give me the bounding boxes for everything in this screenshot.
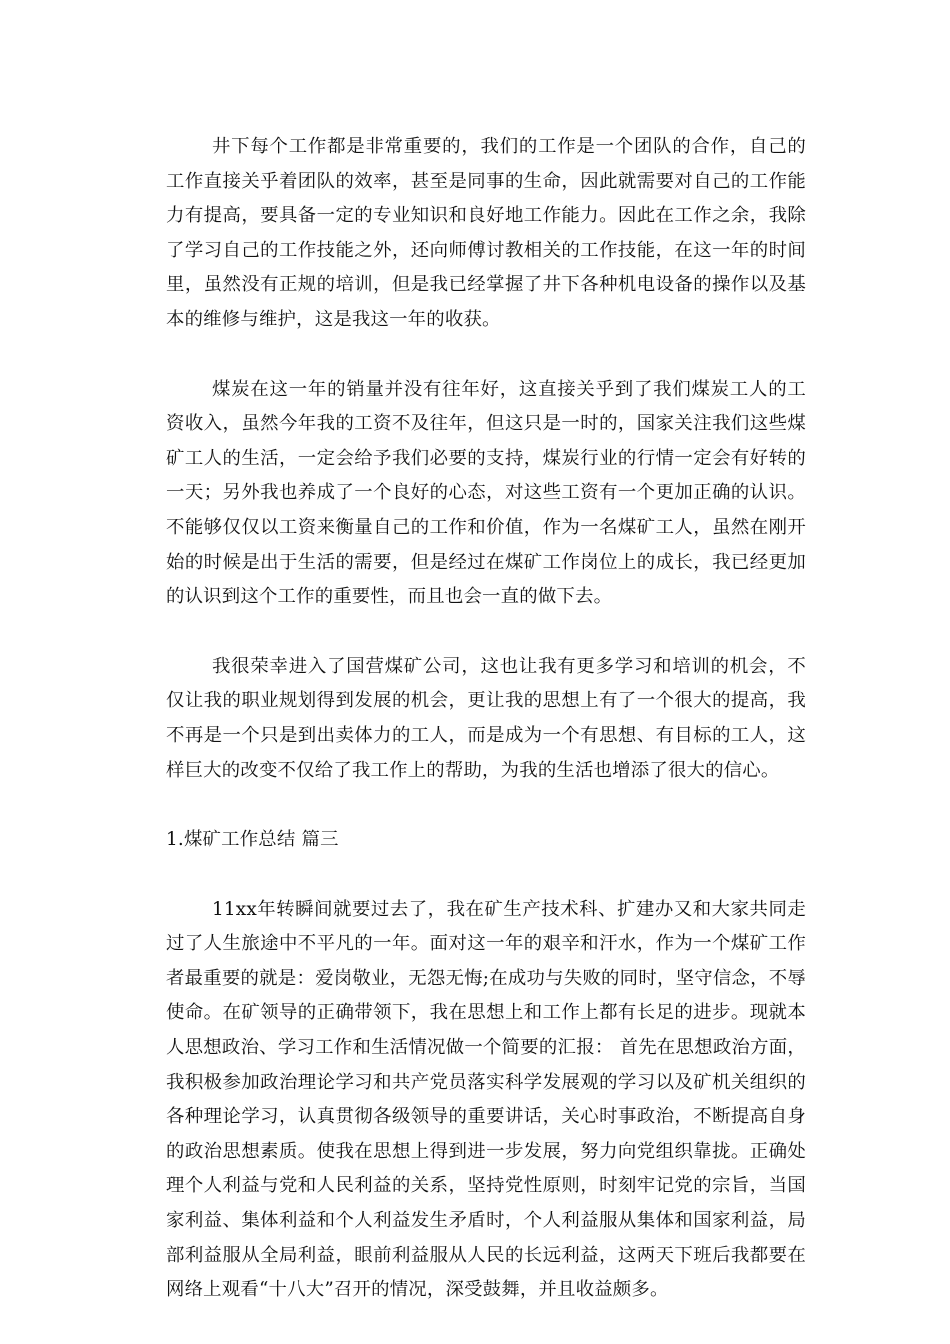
section-heading: 1.煤矿工作总结 篇三 — [166, 829, 339, 851]
paragraph-3: 我很荣幸进入了国营煤矿公司，这也让我有更多学习和培训的机会，不仅让我的职业规划得到发展的机会，更让我的思想上有了一个很大的提高，我不再是一个只是到出卖体力的工人，而是成为一个有思想、有目标的工人，这样巨大的改变不仅给了我工作上的帮助，为我的生活也增添了很大的信心。 — [166, 655, 806, 781]
document-body — [166, 130, 806, 1308]
paragraph-4: 11xx年转瞬间就要过去了，我在矿生产技术科、扩建办又和大家共同走过了人生旅途中不平凡的一年。面对这一年的艰辛和汗水，作为一个煤矿工作者最重要的就是：爱岗敬业，无怨无悔;在成功与失败的同时，坚守信念，不辱使命。在矿领导的正确带领下，我在思想上和工作上都有长足的进步。现就本人思想政治、学习工作和生活情况做一个简要的汇报： 首先在思想政治方面，我积极参加政治理论学习和共产党员落实科学发展观的学习以及矿机关组织的各种理论学习，认真贯彻各级领导的重要讲话，关心时事政治，不断提高自身的政治思想素质。使我在思想上得到进一步发展，努力向党组织靠拢。正确处理个人利益与党和人民利益的关系，坚持党性原则，时刻牢记党的宗旨，当国家利益、集体利益和个人利益发生矛盾时，个人利益服从集体和国家利益，局部利益服从全局利益，眼前利益服从人民的长远利益，这两天下班后我都要在网络上观看“十八大”召开的情况，深受鼓舞，并且收益颇多。 — [166, 898, 806, 1301]
paragraph-2: 煤炭在这一年的销量并没有往年好，这直接关乎到了我们煤炭工人的工资收入，虽然今年我的工资不及往年，但这只是一时的，国家关注我们这些煤矿工人的生活，一定会给予我们必要的支持，煤炭行业的行情一定会有好转的一天；另外我也养成了一个良好的心态，对这些工资有一个更加正确的认识。不能够仅仅以工资来衡量自己的工作和价值，作为一名煤矿工人，虽然在刚开始的时候是出于生活的需要，但是经过在煤矿工作岗位上的成长，我已经更加的认识到这个工作的重要性，而且也会一直的做下去。 — [166, 378, 806, 608]
paragraph-1: 井下每个工作都是非常重要的，我们的工作是一个团队的合作，自己的工作直接关乎着团队的效率，甚至是同事的生命，因此就需要对自己的工作能力有提高，要具备一定的专业知识和良好地工作能力。因此在工作之余，我除了学习自己的工作技能之外，还向师傅讨教相关的工作技能，在这一年的时间里，虽然没有正规的培训，但是我已经掌握了井下各种机电设备的操作以及基本的维修与维护，这是我这一年的收获。 — [166, 136, 806, 330]
